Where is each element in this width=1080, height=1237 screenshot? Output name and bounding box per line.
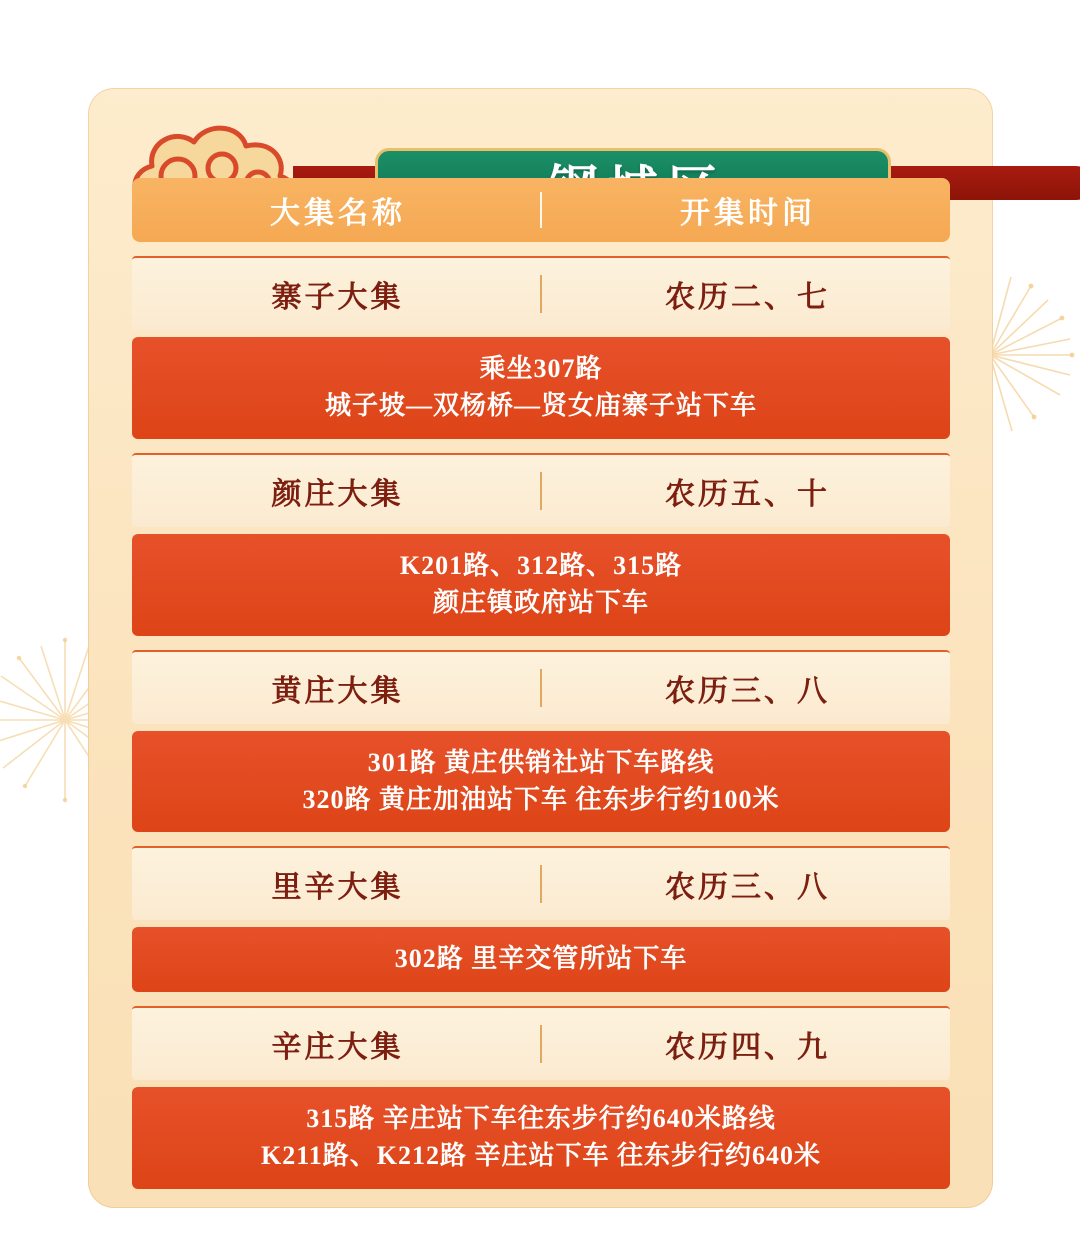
- route-line: 城子坡—双杨桥—贤女庙寨子站下车: [324, 390, 757, 420]
- route-line: K201路、312路、315路: [399, 550, 683, 580]
- header-divider: [540, 192, 542, 228]
- route-line: 301路 黄庄供销社站下车路线: [367, 747, 715, 777]
- route-line: 乘坐307路: [479, 354, 603, 383]
- market-name-row: [132, 256, 950, 330]
- market-time: 农历四、九: [665, 1031, 830, 1065]
- market-name: 里辛大集: [271, 871, 404, 905]
- market-name-row: [132, 846, 950, 920]
- route-info-block: [132, 731, 950, 833]
- market-name: 寨子大集: [271, 281, 404, 314]
- market-name: 辛庄大集: [271, 1031, 404, 1065]
- market-name: 黄庄大集: [271, 674, 404, 708]
- poster-card: [88, 88, 993, 1208]
- table-row: [132, 256, 950, 439]
- market-schedule-table: [132, 178, 950, 1189]
- market-name: 颜庄大集: [271, 477, 404, 511]
- route-line: 颜庄镇政府站下车: [432, 587, 649, 617]
- market-time: 农历五、十: [665, 477, 830, 511]
- route-line: 302路 里辛交管所站下车: [394, 944, 688, 974]
- market-time: 农历二、七: [665, 281, 830, 314]
- table-row: [132, 650, 950, 833]
- route-line: K211路、K212路 辛庄站下车 往东步行约640米: [260, 1141, 821, 1171]
- route-info-block: [132, 1087, 950, 1189]
- market-time: 农历三、八: [665, 871, 830, 905]
- table-row: [132, 846, 950, 992]
- route-line: 320路 黄庄加油站下车 往东步行约100米: [302, 784, 780, 814]
- table-header-row: [132, 178, 950, 242]
- table-row: [132, 1006, 950, 1189]
- route-info-block: [132, 927, 950, 992]
- route-line: 315路 辛庄站下车往东步行约640米路线: [306, 1104, 776, 1134]
- market-time: 农历三、八: [665, 674, 830, 708]
- route-info-block: [132, 534, 950, 636]
- column-header-time: 开集时间: [680, 197, 816, 230]
- market-name-row: [132, 453, 950, 527]
- column-header-name: 大集名称: [270, 197, 406, 230]
- table-row: [132, 453, 950, 636]
- market-name-row: [132, 650, 950, 724]
- route-info-block: [132, 337, 950, 439]
- market-name-row: [132, 1006, 950, 1080]
